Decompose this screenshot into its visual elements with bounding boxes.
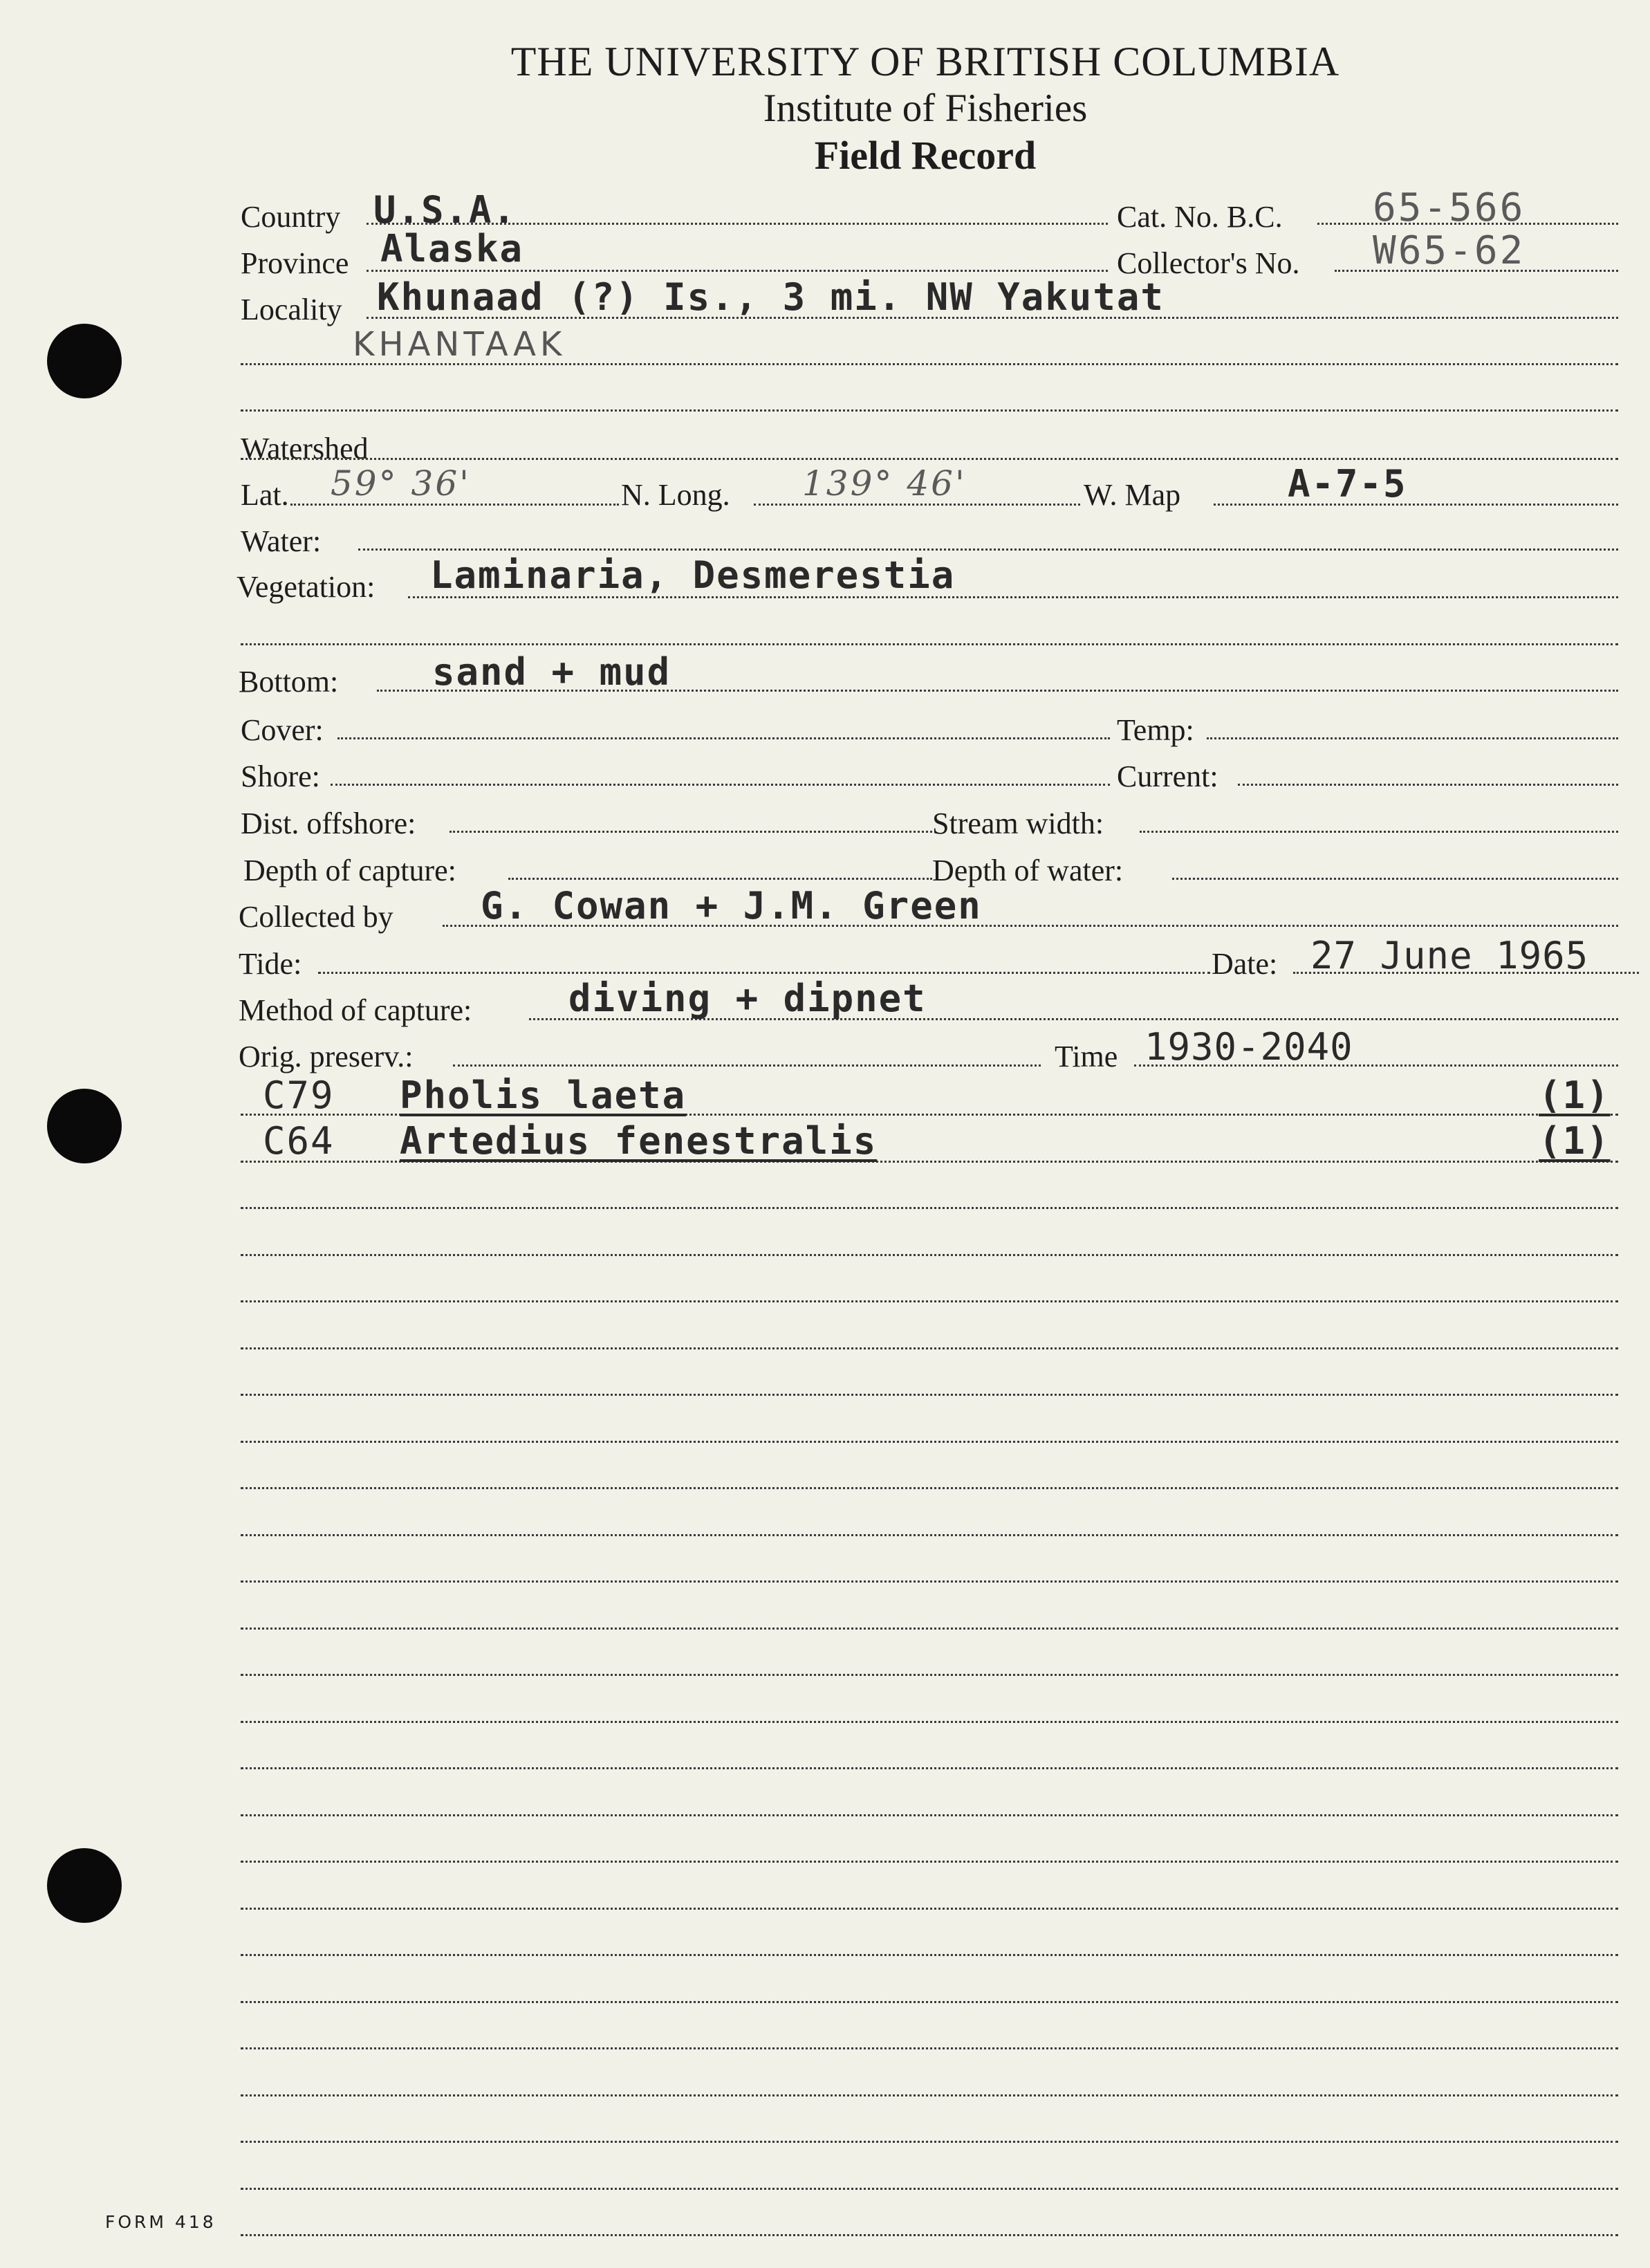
specimen-1-code: C79 xyxy=(263,1073,335,1117)
blank-line xyxy=(241,1441,1618,1443)
temp-line xyxy=(1207,737,1618,739)
specimen-1-name: Pholis laeta xyxy=(400,1073,687,1117)
long-value: 139° 46' xyxy=(802,463,967,504)
tide-line xyxy=(318,972,1210,974)
blank-line xyxy=(241,1394,1618,1396)
blank-line xyxy=(241,2094,1618,2096)
blank-line xyxy=(241,1721,1618,1723)
shore-label: Shore: xyxy=(241,759,320,793)
lat-value: 59° 36' xyxy=(331,463,471,504)
method-label: Method of capture: xyxy=(239,993,472,1027)
current-line xyxy=(1238,784,1618,786)
locality-label: Locality xyxy=(241,293,342,326)
record-title: Field Record xyxy=(814,133,1037,178)
blank-line xyxy=(241,2234,1618,2236)
locality-line-3 xyxy=(241,409,1618,412)
cat-no-value: 65-566 xyxy=(1373,185,1526,230)
date-value: 27 June 1965 xyxy=(1310,934,1589,977)
depth-capture-line xyxy=(508,878,932,880)
blank-line xyxy=(241,1628,1618,1630)
collectors-no-value: W65-62 xyxy=(1373,228,1526,273)
university-title: THE UNIVERSITY OF BRITISH COLUMBIA xyxy=(510,39,1340,84)
depth-water-line xyxy=(1172,878,1618,880)
specimen-1-count: (1) xyxy=(1539,1073,1611,1117)
country-label: Country xyxy=(241,200,341,234)
province-label: Province xyxy=(241,246,349,280)
vegetation-label: Vegetation: xyxy=(237,570,376,604)
lat-label: Lat. xyxy=(241,478,289,512)
stream-width-label: Stream width: xyxy=(932,806,1104,840)
cat-no-label: Cat. No. B.C. xyxy=(1117,200,1283,234)
water-label: Water: xyxy=(241,524,322,558)
watershed-line xyxy=(241,458,1618,460)
dist-offshore-line xyxy=(449,831,932,833)
vegetation-value: Laminaria, Desmerestia xyxy=(430,553,956,597)
w-map-label: W. Map xyxy=(1084,478,1181,512)
date-label: Date: xyxy=(1212,947,1278,981)
blank-line xyxy=(241,2188,1618,2190)
bottom-label: Bottom: xyxy=(239,665,339,699)
shore-line xyxy=(331,784,1110,786)
map-line xyxy=(1214,504,1618,506)
lat-line xyxy=(290,504,619,506)
depth-water-label: Depth of water: xyxy=(932,854,1124,887)
blank-line xyxy=(241,1300,1618,1302)
specimen-2-code: C64 xyxy=(263,1119,335,1163)
stream-width-line xyxy=(1140,831,1618,833)
specimen-2-count: (1) xyxy=(1539,1119,1611,1163)
blank-line xyxy=(241,1254,1618,1256)
province-value: Alaska xyxy=(380,227,524,270)
blank-line xyxy=(241,2001,1618,2003)
collectors-no-label: Collector's No. xyxy=(1117,246,1300,280)
cover-line xyxy=(337,737,1110,739)
long-line xyxy=(754,504,1080,506)
locality-value: Khunaad (?) Is., 3 mi. NW Yakutat xyxy=(377,275,1165,319)
method-value: diving + dipnet xyxy=(568,977,927,1020)
orig-preserv-label: Orig. preserv.: xyxy=(239,1040,414,1073)
blank-line xyxy=(241,1814,1618,1816)
current-label: Current: xyxy=(1117,759,1218,793)
n-long-label: N. Long. xyxy=(621,478,730,512)
blank-line xyxy=(241,1861,1618,1863)
time-label: Time xyxy=(1055,1040,1118,1073)
depth-capture-label: Depth of capture: xyxy=(243,854,456,887)
binder-hole-bottom xyxy=(47,1848,122,1923)
blank-line xyxy=(241,1580,1618,1583)
country-value: U.S.A. xyxy=(373,188,517,232)
blank-line xyxy=(241,1767,1618,1769)
specimen-2-name: Artedius fenestralis xyxy=(400,1119,878,1163)
bottom-value: sand + mud xyxy=(432,650,671,694)
cover-label: Cover: xyxy=(241,713,324,747)
blank-line xyxy=(241,1207,1618,1209)
collected-by-value: G. Cowan + J.M. Green xyxy=(481,884,982,928)
form-header xyxy=(0,38,1650,179)
binder-hole-top xyxy=(47,324,122,398)
map-value: A-7-5 xyxy=(1288,462,1407,506)
locality-line-2 xyxy=(241,363,1618,365)
watershed-label: Watershed xyxy=(241,432,369,465)
blank-line xyxy=(241,1347,1618,1349)
binder-hole-middle xyxy=(47,1089,122,1163)
blank-line xyxy=(241,1534,1618,1536)
blank-line xyxy=(241,1954,1618,1956)
form-number: FORM 418 xyxy=(105,2212,216,2232)
dist-offshore-label: Dist. offshore: xyxy=(241,806,416,840)
blank-line xyxy=(241,1674,1618,1676)
locality-handwritten: KHANTAAK xyxy=(353,325,566,364)
institute-title: Institute of Fisheries xyxy=(763,86,1088,130)
tide-label: Tide: xyxy=(239,947,302,981)
blank-line xyxy=(241,2047,1618,2049)
vegetation-line-2 xyxy=(241,643,1618,645)
orig-preserv-line xyxy=(453,1064,1041,1067)
blank-line xyxy=(241,2141,1618,2143)
collected-by-label: Collected by xyxy=(239,900,393,934)
water-line xyxy=(358,548,1618,551)
temp-label: Temp: xyxy=(1117,713,1194,747)
time-value: 1930-2040 xyxy=(1144,1025,1353,1069)
blank-line xyxy=(241,1908,1618,1910)
blank-line xyxy=(241,1487,1618,1489)
